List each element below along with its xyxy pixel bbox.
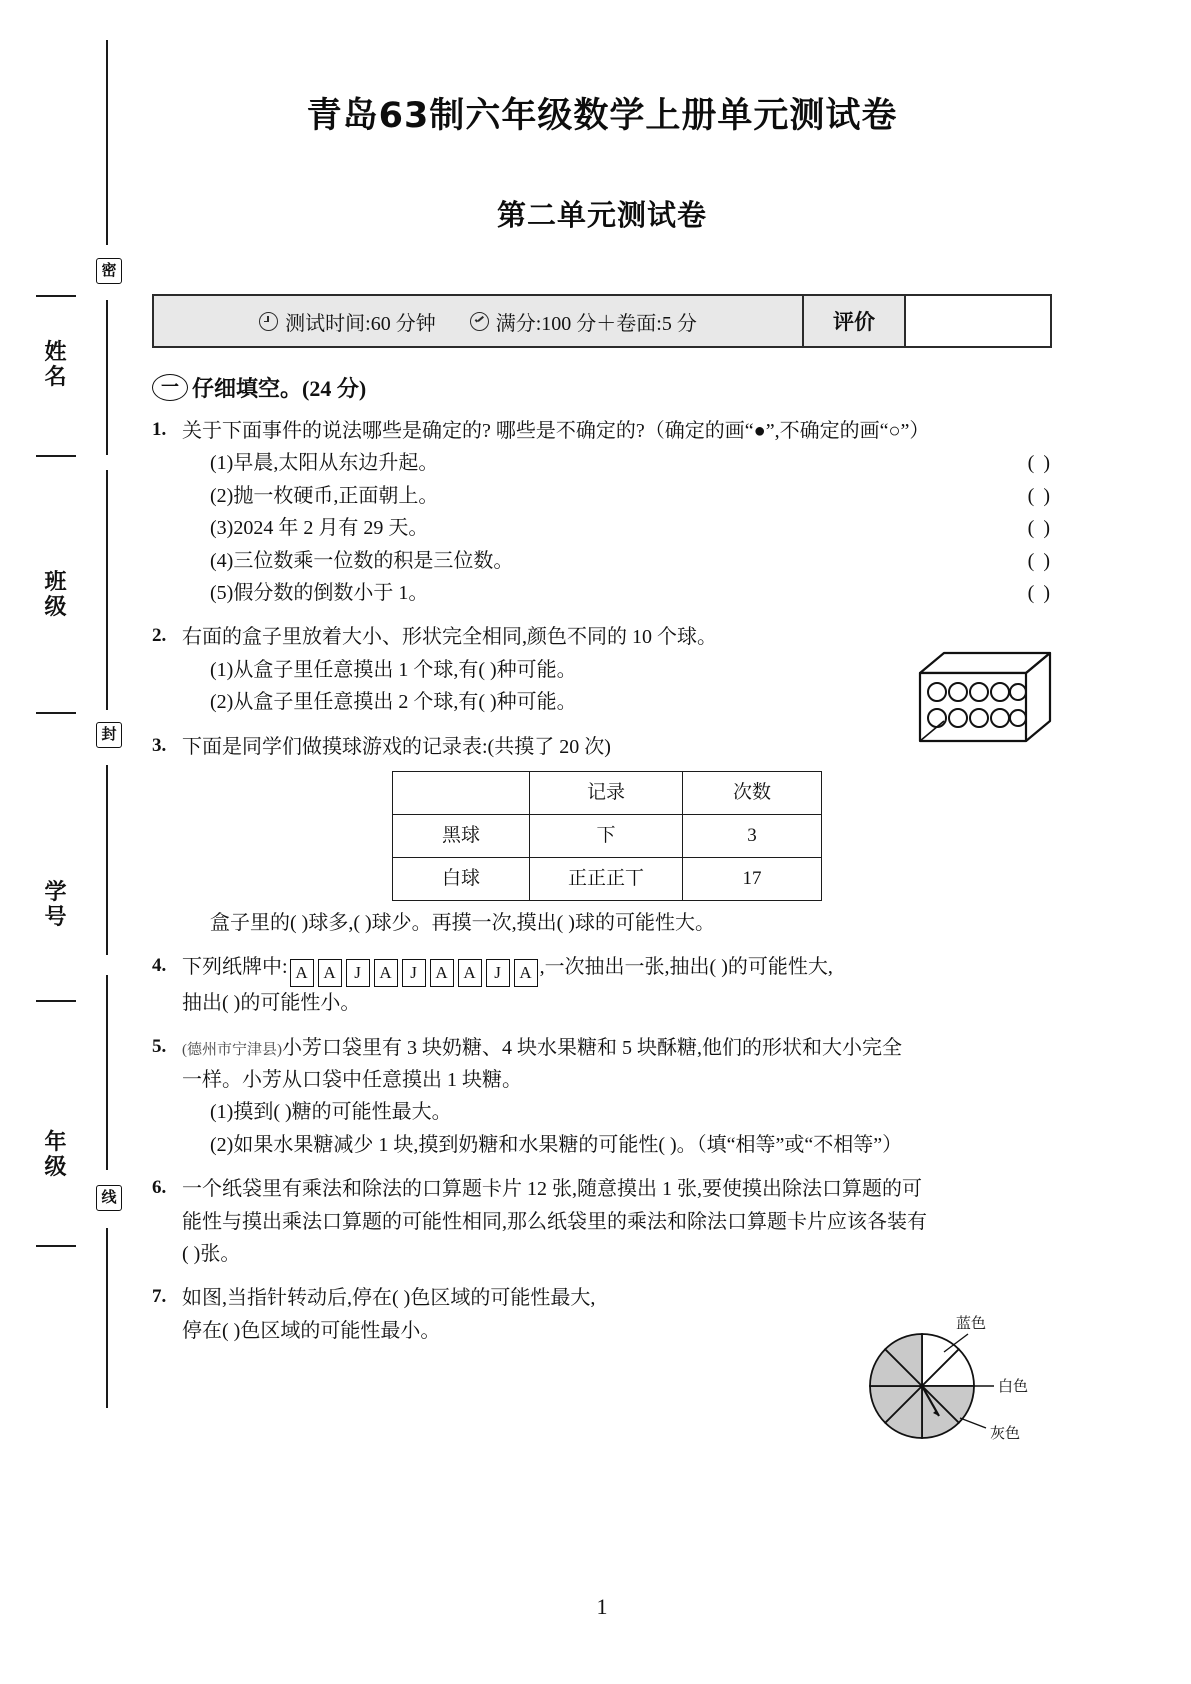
row-white-ball-label: 白球 (393, 857, 530, 900)
full-score-text: 满分:100 分＋卷面:5 分 (495, 312, 697, 335)
open-box-svg (910, 645, 1060, 765)
question-7-number: 7. (152, 1286, 167, 1308)
question-5 (152, 1032, 1052, 1162)
question-6-stem-line-2: 能性与摸出乘法口算题的可能性相同,那么纸袋里的乘法和除法口算题卡片应该各装有 (182, 1210, 927, 1233)
check-circle-icon (470, 312, 489, 331)
evaluation-label: 评价 (804, 296, 906, 346)
section-heading (152, 372, 1052, 403)
question-1-item-3 (152, 512, 1052, 544)
question-1-item-5-answer[interactable]: ( ) (1027, 581, 1052, 604)
question-1-item-4-text: (4)三位数乘一位数的积是三位数。 (210, 549, 514, 572)
seal-field-rule-4 (36, 1000, 76, 1002)
question-4-line-2[interactable]: 抽出( )的可能性小。 (182, 992, 361, 1015)
seal-field-class (36, 570, 76, 619)
seal-rule-top (106, 40, 108, 245)
question-5-item-2[interactable]: (2)如果水果糖减少 1 块,摸到奶糖和水果糖的可能性( )。（填“相等”或“不相等”） (210, 1133, 903, 1156)
question-5-number: 5. (152, 1035, 167, 1057)
table-row (393, 857, 822, 900)
question-7-stem-line-2[interactable]: 停在( )色区域的可能性最小。 (182, 1319, 441, 1342)
question-1-item-2-text: (2)抛一枚硬币,正面朝上。 (210, 484, 439, 507)
section-title: 仔细填空。(24 分) (192, 376, 367, 401)
seal-field-rule-5 (36, 1245, 76, 1247)
question-4-stem-prefix: 下列纸牌中: (182, 956, 288, 979)
exam-sheet (152, 0, 1052, 1619)
question-1-item-1 (152, 447, 1052, 479)
question-6-stem: 一个纸袋里有乘法和除法的口算题卡片 12 张,随意摸出 1 张,要使摸出除法口算题的可 (182, 1178, 922, 1201)
page-title: 青岛63制六年级数学上册单元测试卷 (306, 96, 898, 136)
question-5-stem: 小芳口袋里有 3 块奶糖、4 块水果糖和 5 块酥糖,他们的形状和大小完全 (282, 1036, 902, 1059)
seal-mark-mi: 密 (96, 258, 122, 284)
question-7-stem-line (152, 1282, 1052, 1314)
question-1-item-2-answer[interactable]: ( ) (1027, 484, 1052, 507)
seal-rule-2 (106, 300, 108, 455)
playing-card-7[interactable]: A (458, 959, 482, 987)
spinner-label-white: 白色 (998, 1377, 1029, 1395)
table-header-count: 次数 (683, 771, 822, 814)
question-4-stem-suffix: ,一次抽出一张,抽出( )的可能性大, (539, 956, 833, 979)
question-5-stem-line (152, 1032, 1052, 1064)
question-3-stem: 下面是同学们做摸球游戏的记录表:(共摸了 20 次) (182, 735, 611, 758)
seal-field-rule-2 (36, 455, 76, 457)
question-5-stem-line-2: 一样。小芳从口袋中任意摸出 1 块糖。 (182, 1069, 522, 1092)
spinner-svg (860, 1312, 1050, 1452)
table-row (393, 814, 822, 857)
row-black-ball-tally: 下 (530, 814, 683, 857)
open-box-with-ten-balls-figure (910, 645, 1060, 770)
test-time-text: 测试时间:60 分钟 (285, 312, 436, 335)
playing-card-6[interactable]: A (430, 959, 454, 987)
question-1-item-5-text: (5)假分数的倒数小于 1。 (210, 581, 429, 604)
seal-rule-4 (106, 765, 108, 955)
spinner-figure (860, 1312, 1050, 1457)
seal-field-class-text: 班级 (44, 569, 68, 619)
table-header-row (393, 771, 822, 814)
question-3-after-table[interactable]: 盒子里的( )球多,( )球少。再摸一次,摸出( )球的可能性大。 (210, 911, 715, 934)
playing-card-3[interactable]: J (346, 959, 370, 987)
question-1-item-3-text: (3)2024 年 2 月有 29 天。 (210, 517, 429, 540)
clock-icon (259, 312, 278, 331)
seal-rule-5 (106, 975, 108, 1170)
playing-card-4[interactable]: A (374, 959, 398, 987)
question-1-item-1-answer[interactable]: ( ) (1027, 452, 1052, 475)
question-1-stem: 关于下面事件的说法哪些是确定的? 哪些是不确定的?（确定的画“●”,不确定的画“○”） (182, 420, 930, 442)
question-6-stem-line-3[interactable]: ( )张。 (182, 1243, 241, 1266)
question-1-item-3-answer[interactable]: ( ) (1027, 517, 1052, 540)
exam-info-bar (152, 294, 1052, 348)
question-6 (152, 1173, 1052, 1270)
question-1-item-1-text: (1)早晨,太阳从东边升起。 (210, 452, 439, 475)
question-6-number: 6. (152, 1177, 167, 1199)
table-header-blank (393, 771, 530, 814)
seal-mark-feng: 封 (96, 722, 122, 748)
question-1 (152, 415, 1052, 609)
playing-card-5[interactable]: J (402, 959, 426, 987)
question-4 (152, 951, 1052, 1019)
table-header-record: 记录 (530, 771, 683, 814)
question-4-number: 4. (152, 955, 167, 977)
row-white-ball-count: 17 (683, 857, 822, 900)
question-3-number: 3. (152, 734, 167, 756)
question-2-item-2[interactable]: (2)从盒子里任意摸出 2 个球,有( )种可能。 (210, 691, 577, 714)
question-1-item-5 (152, 577, 1052, 609)
spinner-label-blue: 蓝色 (956, 1314, 987, 1332)
playing-card-1[interactable]: A (290, 959, 314, 987)
section-number: 一 (152, 374, 188, 401)
question-5-item-1[interactable]: (1)摸到( )糖的可能性最大。 (210, 1101, 452, 1124)
full-score-chunk (470, 307, 697, 336)
seal-field-studentid-text: 学号 (44, 879, 68, 929)
playing-card-2[interactable]: A (318, 959, 342, 987)
row-black-ball-label: 黑球 (393, 814, 530, 857)
playing-card-9[interactable]: A (514, 959, 538, 987)
tally-record-table (392, 771, 822, 901)
seal-field-rule-3 (36, 712, 76, 714)
question-1-item-4-answer[interactable]: ( ) (1027, 549, 1052, 572)
playing-card-8[interactable]: J (486, 959, 510, 987)
question-6-stem-line (152, 1173, 1052, 1205)
seal-field-name (36, 340, 76, 389)
seal-field-studentid (36, 880, 76, 929)
question-2-item-1[interactable]: (1)从盒子里任意摸出 1 个球,有( )种可能。 (210, 658, 577, 681)
seal-field-grade-text: 年级 (44, 1129, 68, 1179)
seal-rule-6 (106, 1228, 108, 1408)
seal-field-name-text: 姓名 (44, 339, 68, 389)
exam-info-main (154, 296, 804, 346)
question-7-stem[interactable]: 如图,当指针转动后,停在( )色区域的可能性最大, (182, 1287, 596, 1310)
test-time-chunk (259, 307, 436, 336)
page-subtitle: 第二单元测试卷 (496, 198, 707, 232)
question-1-item-4 (152, 545, 1052, 577)
question-1-number: 1. (152, 419, 167, 440)
question-5-region-tag: (德州市宁津县) (182, 1041, 282, 1058)
seal-field-grade (36, 1130, 76, 1179)
question-1-stem-line (152, 415, 1052, 447)
page-number: 1 (596, 1594, 608, 1619)
seal-margin (0, 0, 140, 1684)
seal-mark-xian: 线 (96, 1185, 122, 1211)
seal-rule-3 (106, 470, 108, 710)
question-1-item-2 (152, 480, 1052, 512)
question-2-number: 2. (152, 625, 167, 647)
evaluation-blank-cell[interactable] (906, 296, 1050, 346)
question-4-stem-line (152, 951, 1052, 987)
row-white-ball-tally: 正正正丅 (530, 857, 683, 900)
question-2-stem: 右面的盒子里放着大小、形状完全相同,颜色不同的 10 个球。 (182, 626, 717, 649)
seal-field-rule-1 (36, 295, 76, 297)
row-black-ball-count: 3 (683, 814, 822, 857)
spinner-label-gray: 灰色 (990, 1424, 1021, 1442)
